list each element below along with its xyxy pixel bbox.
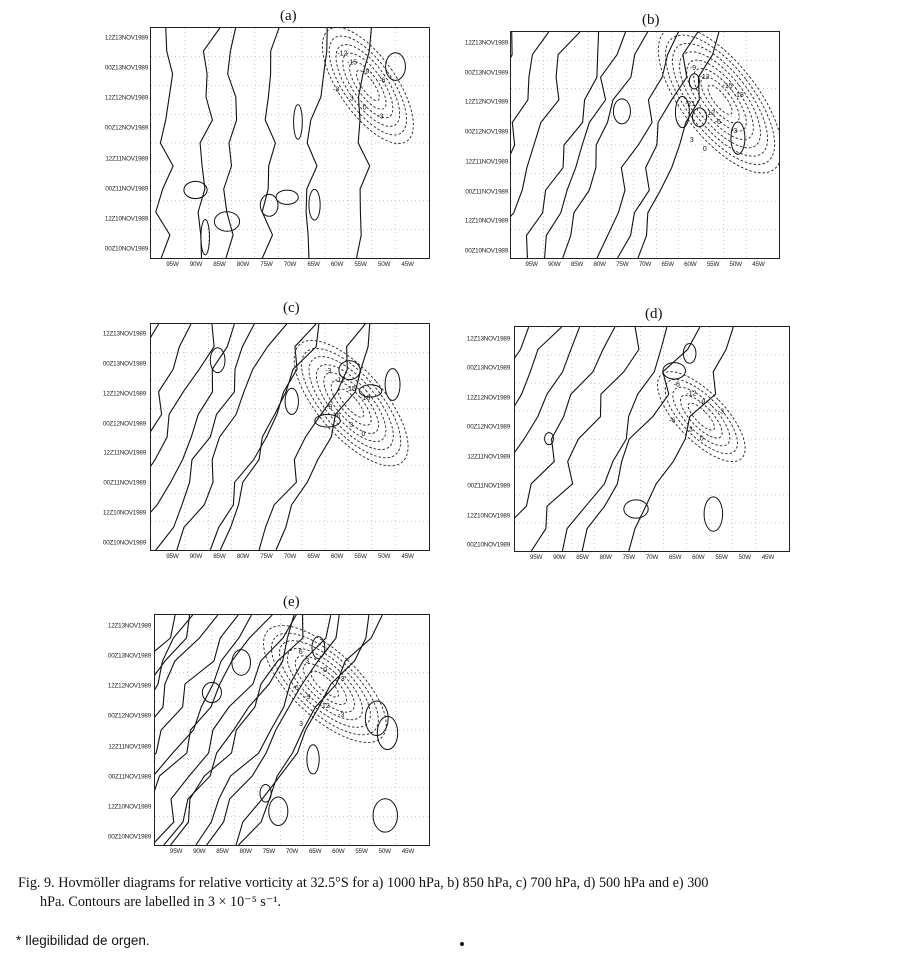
x-tick-label: 90W	[189, 261, 203, 268]
contour-label: -21	[685, 100, 696, 108]
panel-c-plot	[150, 323, 430, 551]
y-tick-label: 00Z11NOV1989	[465, 188, 508, 196]
contour-label: -6	[292, 685, 299, 692]
panel-e-y-axis	[43, 618, 151, 843]
contour-label: -12	[686, 390, 697, 398]
panel-d-y-axis	[402, 331, 510, 551]
y-tick-label: 00Z13NOV1989	[104, 64, 148, 72]
contour-label: 3	[688, 426, 693, 434]
contour-label: -18	[360, 395, 371, 403]
y-tick-label: 00Z12NOV1989	[104, 124, 148, 132]
x-tick-label: 70W	[638, 261, 652, 268]
contour-label: 0	[699, 435, 704, 443]
solid-contour	[259, 324, 365, 550]
y-tick-label: 12Z13NOV1989	[104, 34, 148, 42]
x-tick-label: 95W	[525, 261, 538, 268]
y-tick-label: 12Z10NOV1989	[466, 512, 510, 520]
x-tick-label: 70W	[285, 848, 299, 855]
contour-label: -3	[377, 113, 384, 121]
dashed-contour	[685, 61, 755, 139]
x-tick-label: 90W	[553, 554, 566, 561]
dashed-contour	[656, 32, 779, 171]
solid-contour	[515, 327, 529, 551]
contour-label: 3	[299, 721, 304, 728]
y-tick-label: 12Z12NOV1989	[466, 394, 510, 402]
contour-label: -15	[345, 386, 356, 394]
solid-contour	[151, 324, 214, 550]
y-tick-label: 12Z11NOV1989	[105, 155, 148, 163]
solid-contour	[262, 28, 279, 258]
panel-d-label: (d)	[645, 306, 663, 322]
contour-field	[155, 615, 429, 845]
contour-label: 3	[349, 422, 354, 430]
panel-d-x-axis	[514, 554, 790, 564]
dashed-contour	[295, 344, 407, 463]
contour-label: -3	[717, 408, 725, 416]
closed-contour	[269, 797, 288, 826]
x-tick-label: 50W	[729, 261, 742, 268]
dashed-contour	[245, 615, 404, 761]
y-tick-label: 12Z11NOV1989	[465, 158, 508, 166]
x-tick-label: 65W	[668, 554, 682, 561]
contour-label: -3	[338, 712, 345, 719]
x-tick-label: 95W	[166, 553, 179, 560]
x-tick-label: 90W	[189, 553, 203, 560]
panel-c-y-axis	[38, 326, 146, 549]
panel-c-x-axis	[150, 553, 430, 563]
x-tick-label: 55W	[715, 554, 728, 561]
dashed-contour	[665, 39, 774, 160]
y-tick-label: 00Z13NOV1989	[107, 652, 151, 660]
contour-label: 3	[689, 136, 694, 144]
panel-a-label: (a)	[280, 8, 297, 24]
solid-contour	[629, 327, 734, 551]
contour-label: -3	[338, 676, 345, 683]
contour-label: -12	[699, 73, 710, 81]
panel-b-x-axis	[510, 261, 780, 271]
contour-field	[151, 28, 429, 258]
x-tick-label: 95W	[169, 848, 183, 855]
x-tick-label: 55W	[354, 261, 367, 268]
y-tick-label: 00Z12NOV1989	[464, 128, 508, 136]
x-tick-label: 60W	[332, 848, 345, 855]
closed-contour	[373, 799, 397, 832]
y-tick-label: 12Z12NOV1989	[464, 98, 508, 106]
x-tick-label: 80W	[236, 261, 250, 268]
x-tick-label: 75W	[616, 261, 629, 268]
solid-contour	[151, 324, 159, 550]
solid-contour	[515, 327, 562, 551]
contour-field	[151, 324, 429, 550]
x-tick-label: 60W	[684, 261, 697, 268]
x-tick-label: 80W	[599, 554, 612, 561]
panel-e-x-axis	[154, 848, 430, 858]
x-tick-label: 70W	[283, 261, 297, 268]
x-tick-label: 75W	[622, 554, 635, 561]
closed-contour	[285, 388, 298, 414]
closed-contour	[276, 190, 298, 204]
x-tick-label: 65W	[307, 261, 320, 268]
solid-contour	[198, 28, 220, 258]
closed-contour	[663, 363, 686, 380]
solid-contour	[155, 615, 218, 845]
panel-a-y-axis	[40, 30, 148, 255]
x-tick-label: 60W	[330, 553, 344, 560]
y-tick-label: 00Z13NOV1989	[466, 364, 510, 372]
contour-label: -6	[379, 77, 386, 85]
contour-label: 0	[361, 431, 366, 439]
dashed-contour	[256, 617, 394, 751]
x-tick-label: 65W	[661, 261, 674, 268]
x-tick-label: 65W	[307, 553, 320, 560]
contour-label: -9	[699, 399, 706, 407]
footnote: * Ilegibilidad de orgen.	[16, 933, 150, 948]
contour-label: -15	[722, 82, 733, 90]
contour-label: 0	[362, 104, 367, 112]
x-tick-label: 60W	[330, 261, 344, 268]
panel-b-plot	[510, 31, 780, 259]
contour-label: -9	[689, 64, 697, 72]
solid-contour	[156, 28, 173, 258]
contour-field	[515, 327, 789, 551]
x-tick-label: 80W	[236, 553, 250, 560]
y-tick-label: 00Z10NOV1989	[104, 245, 148, 253]
y-tick-label: 00Z13NOV1989	[102, 360, 146, 368]
x-tick-label: 45W	[752, 261, 765, 268]
x-tick-label: 95W	[166, 261, 179, 268]
contour-label: 3	[349, 95, 354, 103]
stray-dot	[460, 942, 464, 946]
contour-label: -6	[714, 118, 721, 126]
contour-label: -3	[333, 86, 340, 94]
panel-b-label: (b)	[642, 12, 660, 28]
solid-contour	[224, 28, 237, 258]
caption-line-2: hPa. Contours are labelled in 3 × 10⁻⁵ s⁻¹.	[40, 894, 282, 910]
x-tick-label: 45W	[401, 848, 415, 855]
x-tick-label: 50W	[377, 553, 391, 560]
y-tick-label: 00Z10NOV1989	[464, 247, 508, 255]
contour-label: -9	[326, 404, 333, 412]
contour-label: -18	[733, 91, 744, 99]
panel-b-y-axis	[400, 35, 508, 257]
y-tick-label: 12Z13NOV1989	[102, 330, 146, 338]
x-tick-label: 50W	[377, 261, 391, 268]
closed-contour	[312, 637, 325, 659]
x-tick-label: 85W	[213, 553, 226, 560]
x-tick-label: 80W	[593, 261, 606, 268]
y-tick-label: 12Z13NOV1989	[107, 622, 151, 630]
x-tick-label: 85W	[570, 261, 584, 268]
closed-contour	[307, 745, 319, 774]
y-tick-label: 00Z10NOV1989	[466, 541, 510, 549]
y-tick-label: 12Z10NOV1989	[102, 509, 146, 517]
contour-label: -15	[346, 59, 358, 67]
x-tick-label: 75W	[260, 261, 273, 268]
panel-d-plot	[514, 326, 790, 552]
y-tick-label: 00Z13NOV1989	[464, 69, 508, 77]
x-tick-label: 85W	[213, 261, 226, 268]
y-tick-label: 00Z11NOV1989	[108, 773, 151, 781]
panel-a-x-axis	[150, 261, 430, 271]
x-tick-label: 85W	[216, 848, 229, 855]
y-tick-label: 12Z13NOV1989	[466, 335, 510, 343]
y-tick-label: 12Z13NOV1989	[464, 39, 508, 47]
contour-label: -9	[363, 68, 370, 76]
y-tick-label: 12Z11NOV1989	[103, 449, 146, 457]
y-tick-label: 00Z11NOV1989	[105, 185, 148, 193]
contour-label: 0	[323, 667, 328, 674]
x-tick-label: 75W	[260, 553, 273, 560]
y-tick-label: 12Z12NOV1989	[104, 94, 148, 102]
x-tick-label: 85W	[576, 554, 589, 561]
closed-contour	[309, 189, 320, 220]
closed-contour	[184, 181, 207, 198]
x-tick-label: 50W	[738, 554, 751, 561]
contour-label: 3	[305, 658, 310, 665]
figure-caption	[18, 874, 913, 912]
solid-contour	[617, 32, 697, 258]
contour-label: -6	[334, 413, 341, 421]
y-tick-label: 00Z12NOV1989	[107, 712, 151, 720]
x-tick-label: 65W	[308, 848, 322, 855]
dashed-contour	[644, 358, 759, 475]
y-tick-label: 12Z10NOV1989	[104, 215, 148, 223]
contour-label: -12	[319, 703, 330, 710]
x-tick-label: 55W	[354, 553, 367, 560]
x-tick-label: 45W	[401, 261, 414, 268]
panel-e-plot	[154, 614, 430, 846]
contour-label: -9	[304, 694, 311, 701]
solid-contour	[306, 28, 327, 258]
dashed-contour	[305, 354, 397, 452]
closed-contour	[201, 220, 210, 255]
dashed-contour	[285, 333, 417, 473]
contour-label: -12	[337, 50, 348, 58]
closed-contour	[260, 785, 271, 802]
x-tick-label: 70W	[645, 554, 659, 561]
solid-contour	[511, 32, 580, 258]
contour-label: -6	[673, 381, 680, 389]
contour-label: -6	[669, 417, 676, 425]
panel-c-label: (c)	[283, 300, 300, 316]
y-tick-label: 12Z12NOV1989	[102, 390, 146, 398]
closed-contour	[260, 194, 278, 216]
x-tick-label: 70W	[283, 553, 297, 560]
x-tick-label: 60W	[692, 554, 705, 561]
contour-label: -12	[335, 377, 346, 385]
y-tick-label: 00Z11NOV1989	[103, 479, 146, 487]
y-tick-label: 12Z11NOV1989	[467, 453, 510, 461]
x-tick-label: 45W	[401, 553, 414, 560]
contour-label: -3	[731, 127, 738, 135]
x-tick-label: 90W	[548, 261, 561, 268]
closed-contour	[613, 99, 630, 124]
contour-label: -12	[705, 109, 716, 117]
y-tick-label: 00Z11NOV1989	[467, 482, 510, 490]
y-tick-label: 00Z10NOV1989	[107, 833, 151, 841]
y-tick-label: 12Z10NOV1989	[464, 217, 508, 225]
y-tick-label: 12Z12NOV1989	[107, 682, 151, 690]
x-tick-label: 75W	[262, 848, 275, 855]
closed-contour	[704, 497, 723, 531]
x-tick-label: 55W	[706, 261, 720, 268]
y-tick-label: 12Z10NOV1989	[107, 803, 151, 811]
x-tick-label: 80W	[239, 848, 252, 855]
x-tick-label: 45W	[761, 554, 775, 561]
x-tick-label: 50W	[378, 848, 391, 855]
closed-contour	[294, 105, 303, 140]
y-tick-label: 00Z12NOV1989	[466, 423, 510, 431]
y-tick-label: 00Z12NOV1989	[102, 420, 146, 428]
x-tick-label: 95W	[529, 554, 543, 561]
panel-a-plot	[150, 27, 430, 259]
closed-contour	[232, 650, 251, 676]
caption-line-1: Fig. 9. Hovmöller diagrams for relative vorticity at 32.5°S for a) 1000 hPa, b) 850 hPa, c) 700 hPa, d) 500 hPa and e) 300	[18, 875, 709, 891]
x-tick-label: 90W	[193, 848, 206, 855]
panel-e-label: (e)	[283, 594, 300, 610]
closed-contour	[365, 701, 388, 736]
x-tick-label: 55W	[355, 848, 368, 855]
y-tick-label: 12Z11NOV1989	[108, 743, 151, 751]
dashed-contour	[654, 369, 749, 465]
contour-field	[511, 32, 779, 258]
contour-label: -3	[325, 368, 332, 376]
contour-label: 0	[702, 145, 707, 153]
y-tick-label: 00Z10NOV1989	[102, 539, 146, 547]
contour-label: 6	[298, 649, 303, 656]
